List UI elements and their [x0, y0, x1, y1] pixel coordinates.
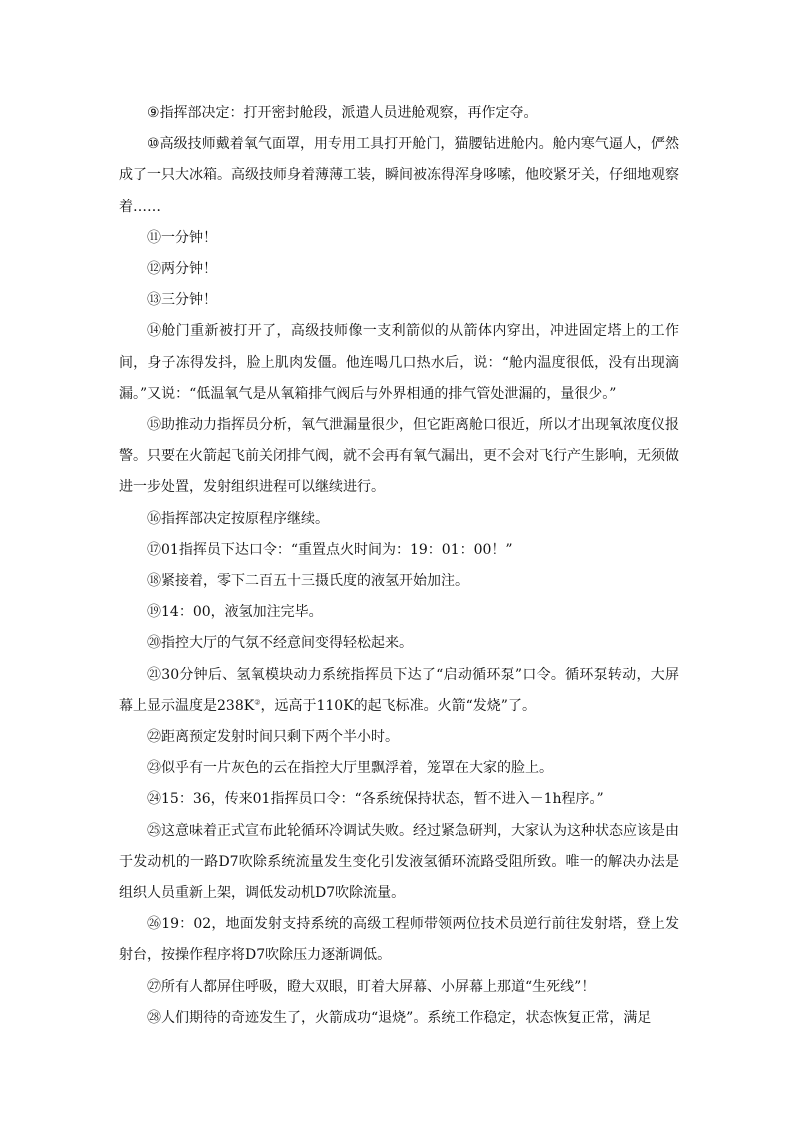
paragraph-text: 助推动力指挥员分析，氧气泄漏量很少，但它距离舱口很近，所以才出现氧浓度仪报警。只要在火箭起飞前关闭排气阀，就不会再有氧气漏出，更不会对飞行产生影响，无须做进一步处置，发射组织进程可以继续进行。 — [119, 417, 679, 496]
paragraph-text: 指挥部决定：打开密封舱段，派遣人员进舱观察，再作定夺。 — [159, 105, 538, 121]
paragraph-number: ⑰ — [147, 541, 161, 558]
paragraph-18 — [119, 566, 679, 597]
paragraph-24 — [119, 784, 679, 815]
paragraph-text: 一分钟！ — [161, 229, 217, 246]
paragraph-text: 14：00，液氢加注完毕。 — [161, 604, 323, 621]
paragraph-text: 指控大厅的气氛不经意间变得轻松起来。 — [161, 635, 413, 652]
paragraph-text: 30分钟后、氢氧模块动力系统指挥员下达了“启动循环泵”口令。循环泵转动，大屏幕上显示温度是238K — [119, 666, 680, 714]
paragraph-text: 人们期待的奇迹发生了，火箭成功“退烧”。系统工作稳定，状态恢复正常，满足 — [161, 1009, 652, 1026]
paragraph-number: ⑯ — [147, 510, 161, 527]
paragraph-number: ⑫ — [147, 261, 161, 278]
paragraph-text: 19：02，地面发射支持系统的高级工程师带领两位技术员逆行前往发射塔，登上发射台，按操作程序将D7吹除压力逐渐调低。 — [119, 916, 679, 964]
paragraph-number: ㉖ — [147, 916, 162, 933]
paragraph-number: ⑩ — [147, 136, 160, 153]
paragraph-15 — [119, 410, 679, 504]
paragraph-text: 15：36，传来01指挥员口令：“各系统保持状态，暂不进入－1h程序。” — [161, 791, 604, 808]
paragraph-28 — [119, 1003, 679, 1034]
paragraph-text: 似乎有一片灰色的云在指控大厅里飘浮着，笼罩在大家的脸上。 — [161, 760, 553, 777]
paragraph-number: ㉔ — [147, 791, 161, 808]
paragraph-number: ⑪ — [147, 229, 161, 246]
paragraph-text: 两分钟！ — [161, 261, 217, 278]
paragraph-17 — [119, 535, 679, 566]
paragraph-27 — [119, 972, 679, 1003]
paragraph-11 — [119, 223, 679, 254]
paragraph-text-continued: ，远高于110K的起飞标准。火箭“发烧”了。 — [260, 697, 536, 714]
paragraph-number: ㉑ — [147, 666, 162, 683]
paragraph-text: 紧接着，零下二百五十三摄氏度的液氢开始加注。 — [161, 573, 469, 590]
paragraph-number: ⑱ — [147, 573, 161, 590]
paragraph-number: ⑮ — [147, 417, 161, 434]
paragraph-19 — [119, 597, 679, 628]
paragraph-9 — [119, 98, 679, 129]
paragraph-text: 这意味着正式宣布此轮循环冷调试失败。经过紧急研判，大家认为这种状态应该是由于发动机的一路D7吹除系统流量发生变化引发液氢循环流路受阻所致。唯一的解决办法是组织人员重新上架，调低发动机D7吹除流量。 — [119, 822, 679, 902]
paragraph-23 — [119, 753, 679, 784]
paragraph-text: 指挥部决定按原程序继续。 — [161, 510, 329, 527]
paragraph-text: 舱门重新被打开了，高级技师像一支利箭似的从箭体内穿出，冲进固定塔上的工作间，身子冻得发抖，脸上肌肉发僵。他连喝几口热水后，说：“舱内温度很低，没有出现滴漏。”又说：“低温氧气是从氧箱排气阀后与外界相通的排气管处泄漏的，量很少。” — [119, 323, 679, 402]
footnote-marker: ② — [254, 698, 261, 707]
paragraph-number: ㉗ — [147, 978, 161, 995]
paragraph-16 — [119, 504, 679, 535]
paragraph-number: ⑬ — [147, 292, 161, 309]
paragraph-22 — [119, 722, 679, 753]
paragraph-number: ㉒ — [147, 729, 161, 746]
paragraph-number: ⑳ — [147, 635, 161, 652]
paragraph-text: 距离预定发射时间只剩下两个半小时。 — [161, 729, 399, 746]
paragraph-number: ㉕ — [147, 822, 161, 839]
paragraph-number: ㉓ — [147, 760, 161, 777]
paragraph-25 — [119, 816, 679, 910]
paragraph-number: ㉘ — [147, 1009, 161, 1026]
paragraph-26 — [119, 909, 679, 971]
paragraph-text: 高级技师戴着氧气面罩，用专用工具打开舱门，猫腰钻进舱内。舱内寒气逼人，俨然成了一只大冰箱。高级技师身着薄薄工装，瞬间被冻得浑身哆嗦，他咬紧牙关，仔细地观察着…… — [119, 136, 679, 215]
article-body — [119, 98, 679, 1034]
paragraph-13 — [119, 285, 679, 316]
paragraph-number: ⑭ — [147, 323, 162, 340]
paragraph-text: 所有人都屏住呼吸，瞪大双眼，盯着大屏幕、小屏幕上那道“生死线”！ — [161, 978, 596, 995]
paragraph-10 — [119, 129, 679, 223]
paragraph-14 — [119, 316, 679, 410]
paragraph-text: 三分钟！ — [161, 292, 217, 309]
paragraph-20 — [119, 628, 679, 659]
paragraph-number: ⑨ — [147, 105, 160, 121]
paragraph-21 — [119, 660, 679, 722]
paragraph-number: ⑲ — [147, 604, 161, 621]
paragraph-text: 01指挥员下达口令：“重置点火时间为：19：01：00！” — [161, 541, 513, 558]
paragraph-12 — [119, 254, 679, 285]
